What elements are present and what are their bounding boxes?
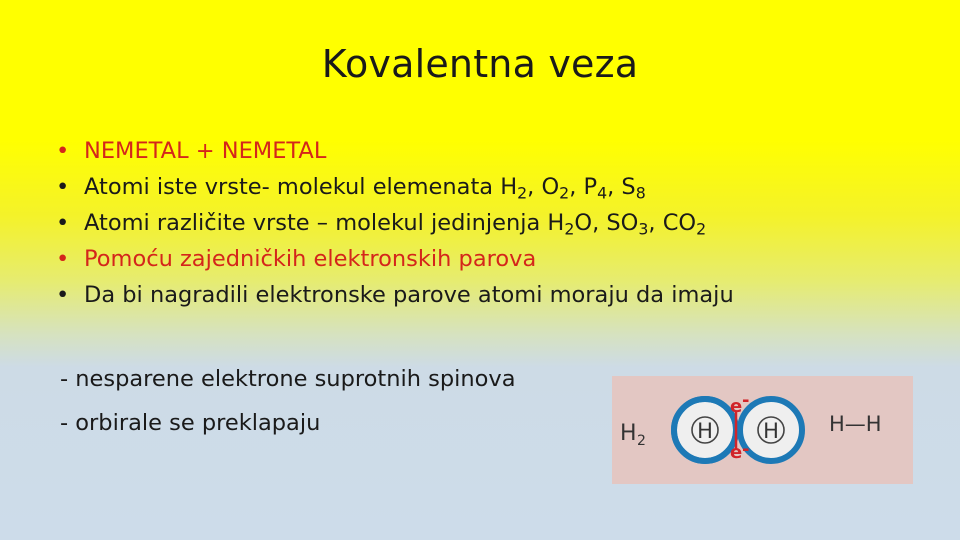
- bullet-item-conditions: [56, 277, 936, 313]
- bullet-text: Da bi nagradili elektronske parove atomi moraju da imaju: [84, 282, 734, 308]
- formula-co2: , CO: [648, 210, 697, 236]
- electron-top-symbol: e: [730, 396, 743, 417]
- bullet-text: Atomi iste vrste- molekul elemenata H: [84, 174, 518, 200]
- bullet-item-electron-pairs: [56, 241, 936, 277]
- formula-p4: , P: [569, 174, 598, 200]
- electron-bottom-symbol: e: [730, 442, 743, 463]
- electron-top-sign: -: [742, 390, 750, 411]
- bullet-text: NEMETAL + NEMETAL: [84, 138, 327, 164]
- right-atom-symbol: H: [763, 419, 779, 443]
- bullet-marker: •: [56, 282, 70, 308]
- bullet-text: Atomi različite vrste – molekul jedinjenja H: [84, 210, 565, 236]
- subscript-h2: 2: [517, 183, 528, 203]
- bullet-marker: •: [56, 138, 70, 164]
- formula-h2o-so3: O, SO: [574, 210, 639, 236]
- electron-bottom-sign: -: [742, 439, 750, 460]
- formula-o2: , O: [527, 174, 560, 200]
- bullet-list: [56, 133, 936, 313]
- molecule-label-subscript: 2: [637, 433, 646, 449]
- sub-point-orbitals-overlap: - orbirale se preklapaju: [60, 410, 321, 436]
- structural-formula: H—H: [829, 412, 882, 436]
- h2-orbital-svg: [612, 376, 913, 484]
- bullet-marker: •: [56, 246, 70, 272]
- bullet-marker: •: [56, 174, 70, 200]
- subscript-o2: 2: [559, 183, 570, 203]
- subscript-s8: 8: [635, 183, 646, 203]
- sub-point-unpaired-electrons: - nesparene elektrone suprotnih spinova: [60, 366, 516, 392]
- subscript-co2: 2: [696, 219, 707, 239]
- slide-title: Kovalentna veza: [321, 42, 639, 86]
- bullet-marker: •: [56, 210, 70, 236]
- bullet-item-different-atoms: [56, 205, 936, 241]
- subscript-p4: 4: [597, 183, 608, 203]
- formula-s8: , S: [607, 174, 636, 200]
- left-atom-symbol: H: [697, 419, 713, 443]
- subscript-h2o: 2: [564, 219, 575, 239]
- bullet-item-same-atoms: [56, 169, 936, 205]
- bullet-text: Pomoću zajedničkih elektronskih parova: [84, 246, 537, 272]
- bullet-item-nemetal: [56, 133, 936, 169]
- subscript-so3: 3: [638, 219, 649, 239]
- molecule-label: H: [620, 421, 637, 446]
- h2-orbital-diagram: [612, 376, 913, 484]
